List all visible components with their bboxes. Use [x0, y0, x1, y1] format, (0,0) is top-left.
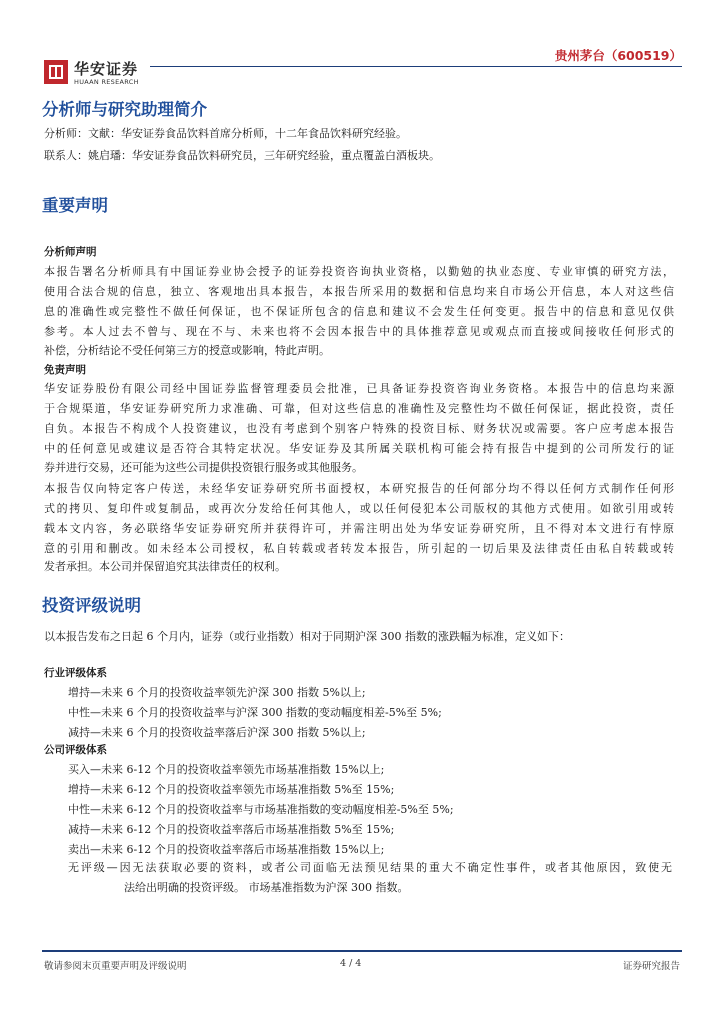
analyst-statement-line: 息的准确性或完整性不做任何保证，也不保证所包含的信息和建议不会发生任何变更。报告中的信息和意见仅供: [44, 305, 674, 318]
analyst-line: 分析师：文献：华安证券食品饮料首席分析师，十二年食品饮料研究经验。: [44, 127, 407, 140]
analyst-statement-title: 分析师声明: [44, 246, 97, 258]
analyst-statement-line: 补偿，分析结论不受任何第三方的授意或影响，特此声明。: [44, 344, 330, 357]
section-heading-rating: 投资评级说明: [42, 596, 141, 615]
no-rating-line: 无评级—因无法获取必要的资料，或者公司面临无法预见结果的重大不确定性事件，或者其他原因，致使无: [68, 861, 672, 874]
exemption-line: 载本文内容，务必联络华安证券研究所并获得许可，并需注明出处为华安证券研究所，且不得对本文进行有悖原: [44, 522, 674, 535]
rating-intro: 以本报告发布之日起 6 个月内，证券（或行业指数）相对于同期沪深 300 指数的涨跌幅为标准，定义如下：: [44, 630, 570, 643]
company-rating-item: 中性—未来 6-12 个月的投资收益率与市场基准指数的变动幅度相差-5%至 5%;: [68, 803, 454, 816]
no-rating-line: 法给出明确的投资评级。 市场基准指数为沪深 300 指数。: [124, 881, 409, 894]
exemption-line: 本报告仅向特定客户传送，未经华安证券研究所书面授权，本研究报告的任何部分均不得以任何方式制作任何形: [44, 482, 674, 495]
footer-report-type: 证券研究报告: [622, 961, 680, 972]
brand-logo-text: 华安证券: [74, 60, 139, 78]
contact-line: 联系人：姚启璠：华安证券食品饮料研究员，三年研究经验，重点覆盖白酒板块。: [44, 149, 440, 162]
report-title: 贵州茅台（600519）: [554, 48, 682, 63]
company-rating-item: 减持—未来 6-12 个月的投资收益率落后市场基准指数 5%至 15%;: [68, 823, 395, 836]
page-number: 4 / 4: [340, 958, 362, 969]
brand-logo-icon: [44, 60, 68, 84]
company-rating-title: 公司评级体系: [44, 744, 107, 756]
industry-rating-item: 中性—未来 6 个月的投资收益率与沪深 300 指数的变动幅度相差-5%至 5%;: [68, 706, 442, 719]
section-heading-analyst-intro: 分析师与研究助理简介: [42, 100, 207, 119]
exemption-line: 自负。本报告不构成个人投资建议，也没有考虑到个别客户特殊的投资目标、财务状况或需要。客户应考虑本报告: [44, 422, 674, 435]
company-rating-item: 买入—未来 6-12 个月的投资收益率领先市场基准指数 15%以上;: [68, 763, 385, 776]
analyst-statement-line: 本报告署名分析师具有中国证券业协会授予的证券投资咨询执业资格，以勤勉的执业态度、专业审慎的研究方法，: [44, 265, 674, 278]
exemption-line: 中的任何意见或建议是否符合其特定状况。华安证券及其所属关联机构可能会持有报告中提到的公司所发行的证: [44, 442, 674, 455]
industry-rating-item: 增持—未来 6 个月的投资收益率领先沪深 300 指数 5%以上;: [68, 686, 366, 699]
exemption-title: 免责声明: [44, 364, 86, 376]
company-rating-item: 增持—未来 6-12 个月的投资收益率领先市场基准指数 5%至 15%;: [68, 783, 395, 796]
analyst-statement-line: 参考。本人过去不曾与、现在不与、未来也将不会因本报告中的具体推荐意见或观点而直接或间接收任何形式的: [44, 325, 674, 338]
industry-rating-title: 行业评级体系: [44, 667, 107, 679]
exemption-line: 式的拷贝、复印件或复制品，或再次分发给任何其他人，或以任何侵犯本公司版权的其他方式使用。如欲引用或转: [44, 502, 674, 515]
brand-logo-subtext: HUAAN RESEARCH: [74, 78, 139, 86]
exemption-line: 华安证券股份有限公司经中国证券监督管理委员会批准，已具备证券投资咨询业务资格。本报告中的信息均来源: [44, 382, 674, 395]
exemption-line: 券并进行交易，还可能为这些公司提供投资银行服务或其他服务。: [44, 461, 363, 474]
analyst-statement-line: 使用合法合规的信息，独立、客观地出具本报告，本报告所采用的数据和信息均来自市场公开信息，本人对这些信: [44, 285, 674, 298]
industry-rating-item: 减持—未来 6 个月的投资收益率落后沪深 300 指数 5%以上;: [68, 726, 366, 739]
footer-divider: [42, 950, 682, 952]
exemption-line: 意的引用和删改。如未经本公司授权，私自转载或者转发本报告，所引起的一切后果及法律责任由私自转载或转: [44, 542, 674, 555]
section-heading-disclaimer: 重要声明: [42, 196, 108, 215]
company-rating-item: 卖出—未来 6-12 个月的投资收益率落后市场基准指数 15%以上;: [68, 843, 385, 856]
exemption-line: 发者承担。本公司并保留追究其法律责任的权利。: [44, 560, 286, 573]
header-divider: [150, 66, 682, 67]
exemption-line: 于合规渠道，华安证券研究所力求准确、可靠，但对这些信息的准确性及完整性均不做任何保证，据此投资，责任: [44, 402, 674, 415]
footer-note: 敬请参阅末页重要声明及评级说明: [44, 961, 187, 972]
